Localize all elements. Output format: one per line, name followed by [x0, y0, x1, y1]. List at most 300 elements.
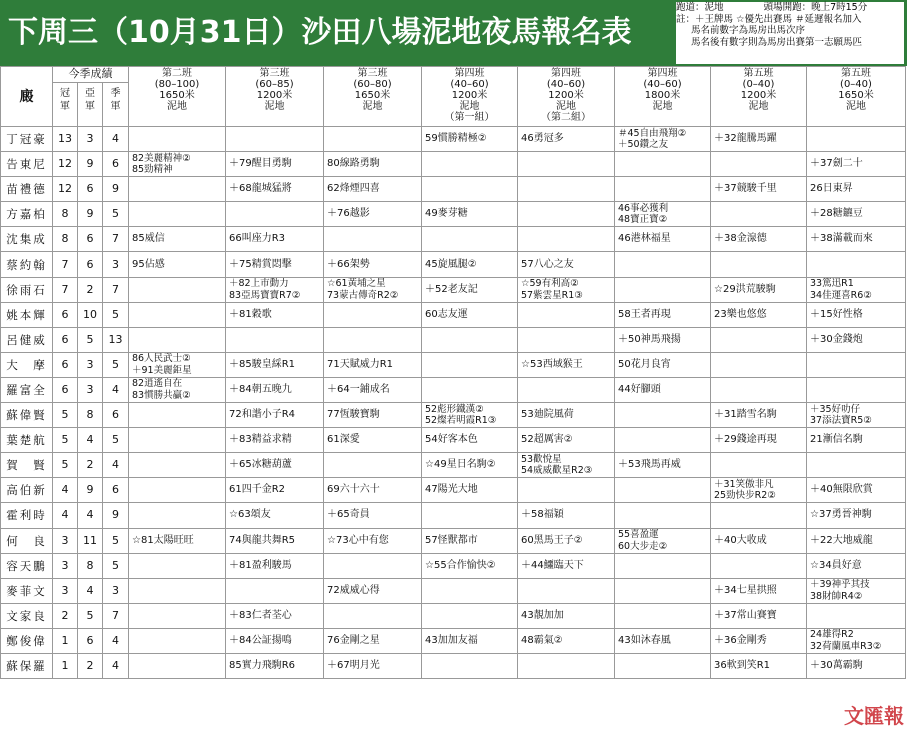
entry-cell [324, 152, 422, 177]
seconds-count: 8 [78, 553, 103, 578]
entry-cell [807, 603, 906, 628]
horse-entry: ＋65冰糖葫蘆 [229, 459, 292, 471]
horse-entry: ＋85駿皇綵R1 [229, 358, 296, 370]
entry-cell [324, 453, 422, 478]
jockey-name: 霍利時 [1, 503, 53, 528]
entry-cell [518, 202, 615, 227]
horse-entry: ☆63頌友 [229, 509, 271, 521]
jockey-name: 丁冠豪 [1, 127, 53, 152]
seconds-count: 8 [78, 403, 103, 428]
horse-entry: ＋40大收成 [714, 534, 767, 546]
entry-cell [226, 252, 324, 277]
horse-entry: ＋38滿載而來 [810, 233, 873, 245]
thirds-header-label: 季軍 [110, 88, 121, 112]
jockey-name: 徐雨石 [1, 277, 53, 302]
title-banner [0, 0, 907, 66]
entry-cell [129, 403, 226, 428]
horse-entry: 86人民武士② [132, 353, 191, 365]
table-row [1, 127, 906, 152]
entry-cell [711, 127, 807, 152]
class-header-line: 泥地 [459, 101, 480, 112]
table-row [1, 428, 906, 453]
entry-cell [518, 528, 615, 553]
wins-count: 1 [53, 628, 78, 653]
entry-cell [807, 628, 906, 653]
class-header-line: 泥地 [846, 101, 866, 112]
horse-entry: 38財帥R4② [810, 590, 863, 602]
entry-cell [324, 127, 422, 152]
entry-cell [422, 152, 518, 177]
class-header-line: 1650米 [838, 90, 874, 101]
class-header-line: (40–60) [643, 79, 682, 90]
wins-count: 6 [53, 327, 78, 352]
horse-entry: ＋50神馬飛揚 [618, 333, 681, 345]
entry-cell [422, 528, 518, 553]
entry-cell [807, 127, 906, 152]
class-header-line: 泥地 [748, 101, 769, 112]
seconds-count: 5 [78, 327, 103, 352]
wins-count: 13 [53, 127, 78, 152]
seconds-count: 3 [78, 352, 103, 377]
wins-count: 4 [53, 503, 78, 528]
entry-cell [615, 202, 711, 227]
thirds-count: 7 [103, 277, 129, 302]
entry-cell [226, 377, 324, 402]
seconds-count: 3 [78, 127, 103, 152]
entry-cell [711, 503, 807, 528]
entry-cell [518, 553, 615, 578]
entry-cell [129, 152, 226, 177]
class-header-line: (60–80) [353, 79, 392, 90]
entry-cell [324, 227, 422, 252]
entry-cell [807, 403, 906, 428]
entry-cell [422, 428, 518, 453]
entry-cell [226, 177, 324, 202]
horse-entry: ＋53飛馬再威 [618, 459, 681, 471]
table-row [1, 152, 906, 177]
horse-entry: 21漸信名駒 [810, 434, 863, 446]
entry-cell [518, 302, 615, 327]
thirds-count: 6 [103, 152, 129, 177]
entry-cell [324, 327, 422, 352]
seconds-count: 9 [78, 478, 103, 503]
class-header [422, 67, 518, 127]
horse-entry: 73蒙古傳奇R2② [327, 289, 399, 301]
entry-cell [129, 377, 226, 402]
horse-entry: ＋84公証揚鳴 [229, 634, 292, 646]
thirds-count: 6 [103, 478, 129, 503]
entry-cell [129, 578, 226, 603]
horse-entry: ☆61黃埔之星 [327, 278, 386, 290]
horse-entry: 43加加友福 [425, 634, 478, 646]
entry-cell [711, 528, 807, 553]
class-header-line: 第五班 [841, 68, 871, 79]
horse-entry: 83慣勝共贏② [132, 389, 191, 401]
entry-cell [422, 377, 518, 402]
horse-entry: ＋31踏雪名駒 [714, 409, 777, 421]
horse-entry: ＋50鑽之友 [618, 139, 669, 151]
horse-entry: 57紫雲星R1③ [521, 289, 583, 301]
entry-cell [711, 352, 807, 377]
entry-cell [129, 503, 226, 528]
thirds-header [103, 83, 129, 127]
wins-count: 3 [53, 528, 78, 553]
horse-entry: 53廸院風荷 [521, 409, 574, 421]
class-header-line: 泥地 [652, 101, 673, 112]
entry-cell [422, 503, 518, 528]
jockey-name: 告東尼 [1, 152, 53, 177]
entry-cell [129, 227, 226, 252]
horse-entry: 36軟到笑R1 [714, 660, 771, 672]
class-header-line: 1650米 [354, 90, 391, 101]
entry-cell [129, 277, 226, 302]
entry-cell [615, 227, 711, 252]
entry-cell [324, 302, 422, 327]
wins-count: 7 [53, 252, 78, 277]
horse-entry: 60大步走② [618, 540, 668, 552]
jockey-name: 葉楚航 [1, 428, 53, 453]
entry-cell [324, 428, 422, 453]
thirds-count: 3 [103, 252, 129, 277]
entry-cell [226, 578, 324, 603]
seconds-count: 6 [78, 227, 103, 252]
entry-cell [518, 653, 615, 678]
entry-cell [324, 653, 422, 678]
table-row [1, 202, 906, 227]
horse-entry: 66叫座力R3 [229, 233, 286, 245]
horse-entry: ＋64一鋪成名 [327, 383, 390, 395]
legend-track-line [676, 2, 904, 14]
entry-cell [129, 428, 226, 453]
horse-entry: ＋58福穎 [521, 509, 564, 521]
horse-entry: ＋31笑傲非凡 [714, 478, 774, 490]
jockey-name: 方嘉柏 [1, 202, 53, 227]
table-row [1, 227, 906, 252]
season-record-header: 今季成績 [53, 67, 129, 83]
jockey-name: 呂健威 [1, 327, 53, 352]
entry-cell [324, 377, 422, 402]
entry-cell [324, 603, 422, 628]
seconds-count: 6 [78, 177, 103, 202]
entry-cell [324, 403, 422, 428]
seconds-count: 11 [78, 528, 103, 553]
seconds-header-label: 亞軍 [85, 88, 95, 112]
entry-cell [324, 528, 422, 553]
jockey-name: 鄭俊偉 [1, 628, 53, 653]
wins-header [53, 83, 78, 127]
horse-entry: ＋52老友記 [425, 283, 478, 295]
horse-entry: 61四千金R2 [229, 484, 286, 496]
horse-entry: 62烽煙四喜 [327, 183, 380, 195]
entry-cell [615, 653, 711, 678]
horse-entry: 44好腳頭 [618, 383, 661, 395]
horse-entry: 50花月良宵 [618, 358, 671, 370]
entry-cell [422, 127, 518, 152]
class-header-line: 1200米 [548, 90, 584, 101]
horse-entry: 43靚加加 [521, 609, 564, 621]
entry-cell [711, 453, 807, 478]
entry-cell [422, 177, 518, 202]
entry-cell [129, 352, 226, 377]
horse-entry: ☆59有利高② [521, 278, 579, 290]
entry-cell [422, 578, 518, 603]
horse-entry: ＋15好性格 [810, 308, 863, 320]
class-header-line: (40–60) [450, 79, 489, 90]
horse-entry: 26日東昇 [810, 183, 853, 195]
jockey-name: 麥菲文 [1, 578, 53, 603]
jockey-name: 賀 賢 [1, 453, 53, 478]
horse-entry: ＋66架勢 [327, 258, 370, 270]
thirds-count: 5 [103, 352, 129, 377]
entry-cell [615, 603, 711, 628]
table-row [1, 403, 906, 428]
entry-cell [711, 603, 807, 628]
seconds-header [78, 83, 103, 127]
seconds-count: 10 [78, 302, 103, 327]
entry-cell [518, 327, 615, 352]
horse-entry: ＋34七星拱照 [714, 584, 777, 596]
table-row [1, 628, 906, 653]
horse-entry: ☆29洪荒駿駒 [714, 283, 776, 295]
table-row [1, 377, 906, 402]
horse-entry: ＋39神乎其技 [810, 579, 870, 591]
horse-entry: ＋28糖鑣豆 [810, 208, 863, 220]
horse-entry: 55喜盈運 [618, 529, 659, 541]
horse-entry: ＋91美麗鉅星 [132, 364, 192, 376]
entry-cell [518, 628, 615, 653]
entry-cell [711, 227, 807, 252]
horse-entry: 82逍遙自在 [132, 378, 183, 390]
entry-cell [711, 302, 807, 327]
class-header-line: 泥地 [556, 101, 576, 112]
seconds-count: 9 [78, 152, 103, 177]
class-header-line: 第三班 [357, 68, 388, 79]
class-header-line: 泥地 [264, 101, 285, 112]
entry-cell [324, 177, 422, 202]
entry-cell [807, 453, 906, 478]
horse-entry: ＋79醒目勇駒 [229, 158, 292, 170]
entry-cell [615, 327, 711, 352]
class-header-line: 第五班 [743, 68, 774, 79]
thirds-count: 5 [103, 302, 129, 327]
horse-entry: 23樂也悠悠 [714, 308, 767, 320]
entry-cell [422, 202, 518, 227]
seconds-count: 6 [78, 252, 103, 277]
entry-cell [226, 653, 324, 678]
entry-cell [615, 302, 711, 327]
entry-cell [226, 327, 324, 352]
table-row [1, 453, 906, 478]
horse-entry: 49麥芽糖 [425, 208, 468, 220]
entry-cell [422, 302, 518, 327]
entry-cell [615, 403, 711, 428]
horse-entry: ＋40無限欣賞 [810, 484, 873, 496]
seconds-count: 4 [78, 428, 103, 453]
entry-cell [807, 553, 906, 578]
legend-box [676, 2, 904, 64]
entry-cell [129, 553, 226, 578]
entry-cell [226, 628, 324, 653]
jockey-name: 蘇保羅 [1, 653, 53, 678]
entry-cell [226, 428, 324, 453]
entry-cell [615, 428, 711, 453]
table-row [1, 503, 906, 528]
class-header-line: 第三班 [259, 68, 290, 79]
entry-cell [711, 428, 807, 453]
horse-entry: ＋44鱷臨天下 [521, 559, 584, 571]
horse-entry: ☆34員好意 [810, 559, 862, 571]
class-header-line: 泥地 [167, 101, 187, 112]
table-row [1, 252, 906, 277]
horse-entry: 71天賦威力R1 [327, 358, 394, 370]
horse-entry: 45旋風腿② [425, 258, 477, 270]
horse-entry: ＃45自由飛翔② [618, 127, 687, 139]
entry-cell [422, 478, 518, 503]
horse-entry: 60黑馬王子② [521, 534, 583, 546]
horse-entry: 46港林福星 [618, 233, 671, 245]
thirds-count: 5 [103, 202, 129, 227]
wins-count: 2 [53, 603, 78, 628]
horse-entry: ＋36金剛秀 [714, 634, 767, 646]
class-header-line: (40–60) [546, 79, 586, 90]
horse-entry: ＋67明月光 [327, 660, 380, 672]
entry-cell [226, 503, 324, 528]
entry-cell [615, 578, 711, 603]
entries-table [0, 66, 906, 679]
entry-cell [711, 628, 807, 653]
class-header [226, 67, 324, 127]
horse-entry: 48霸氣② [521, 634, 563, 646]
newspaper-watermark: 文匯報 [844, 704, 904, 728]
entry-cell [129, 252, 226, 277]
horse-entry: ＋76越影 [327, 208, 370, 220]
horse-entry: 53歡悅星 [521, 453, 562, 465]
entry-cell [129, 302, 226, 327]
horse-entry: 82美麗精神② [132, 152, 191, 164]
wins-count: 3 [53, 553, 78, 578]
entry-cell [807, 578, 906, 603]
horse-entry: ＋81盈利駿馬 [229, 559, 292, 571]
horse-entry: ＋84朝五晚九 [229, 383, 292, 395]
horse-entry: ＋37劍二十 [810, 158, 863, 170]
entry-cell [226, 227, 324, 252]
entry-cell [807, 302, 906, 327]
seconds-count: 9 [78, 202, 103, 227]
entry-cell [711, 377, 807, 402]
horse-entry: ☆53西域猴王 [521, 358, 583, 370]
class-header-line: 第二班 [162, 68, 192, 79]
entry-cell [711, 177, 807, 202]
wins-count: 4 [53, 478, 78, 503]
horse-entry: 52彪形鐵漢② [425, 403, 484, 415]
table-row [1, 528, 906, 553]
entry-cell [518, 252, 615, 277]
entry-cell [711, 553, 807, 578]
table-row [1, 653, 906, 678]
wins-count: 12 [53, 177, 78, 202]
entry-cell [807, 252, 906, 277]
thirds-count: 7 [103, 227, 129, 252]
wins-count: 7 [53, 277, 78, 302]
entry-cell [324, 478, 422, 503]
class-header-line: 1200米 [451, 90, 488, 101]
horse-entry: 95佔感 [132, 258, 165, 270]
entry-cell [807, 202, 906, 227]
horse-entry: 46事必獲利 [618, 202, 669, 214]
entry-cell [422, 327, 518, 352]
horse-entry: 61深愛 [327, 434, 360, 446]
horse-entry: ☆55合作愉快② [425, 559, 496, 571]
wins-count: 8 [53, 202, 78, 227]
class-header-line: (0–40) [742, 79, 775, 90]
thirds-count: 13 [103, 327, 129, 352]
horse-entry: 74與龍共舞R5 [229, 534, 296, 546]
class-header [615, 67, 711, 127]
horse-entry: 34佳運喜R6② [810, 289, 872, 301]
entry-cell [518, 428, 615, 453]
entry-cell [518, 603, 615, 628]
jockey-header: 廄 [1, 67, 53, 127]
horse-entry: 54威威歡星R2③ [521, 465, 593, 477]
entry-cell [324, 553, 422, 578]
seconds-count: 2 [78, 277, 103, 302]
jockey-name: 沈集成 [1, 227, 53, 252]
entry-cell [226, 603, 324, 628]
seconds-count: 6 [78, 628, 103, 653]
horse-entry: 76金剛之星 [327, 634, 380, 646]
entry-cell [711, 403, 807, 428]
entry-cell [324, 503, 422, 528]
jockey-name: 姚本輝 [1, 302, 53, 327]
class-header [807, 67, 906, 127]
wins-count: 5 [53, 403, 78, 428]
horse-entry: 83亞馬寶寶R7② [229, 289, 301, 301]
horse-entry: 59慣勝精極② [425, 133, 487, 145]
horse-entry: 77恆駿寶駒 [327, 409, 380, 421]
horse-entry: ＋29錢途再現 [714, 434, 777, 446]
horse-entry: ☆81太陽旺旺 [132, 534, 194, 546]
jockey-name: 高伯新 [1, 478, 53, 503]
entry-cell [518, 478, 615, 503]
horse-entry: 58王者再現 [618, 308, 671, 320]
entry-cell [422, 453, 518, 478]
class-header-line: 1200米 [740, 90, 777, 101]
wins-count: 5 [53, 453, 78, 478]
horse-entry: 46勇冠多 [521, 133, 564, 145]
entry-cell [518, 503, 615, 528]
horse-entry: ＋83仁者荃心 [229, 609, 292, 621]
entry-cell [807, 377, 906, 402]
entry-cell [129, 327, 226, 352]
entry-cell [226, 478, 324, 503]
class-header-line: (80–100) [154, 79, 200, 90]
thirds-count: 3 [103, 578, 129, 603]
thirds-count: 9 [103, 177, 129, 202]
horse-entry: ＋75精賞悶擊 [229, 258, 292, 270]
entry-cell [226, 202, 324, 227]
thirds-count: 9 [103, 503, 129, 528]
entry-cell [129, 478, 226, 503]
entry-cell [518, 227, 615, 252]
table-row [1, 578, 906, 603]
entry-cell [518, 277, 615, 302]
jockey-name: 容天鵬 [1, 553, 53, 578]
class-header-line: 1650米 [159, 90, 195, 101]
entry-cell [807, 152, 906, 177]
jockey-name: 苗禮德 [1, 177, 53, 202]
thirds-count: 4 [103, 453, 129, 478]
horse-entry: 32荷蘭風車R3② [810, 640, 882, 652]
